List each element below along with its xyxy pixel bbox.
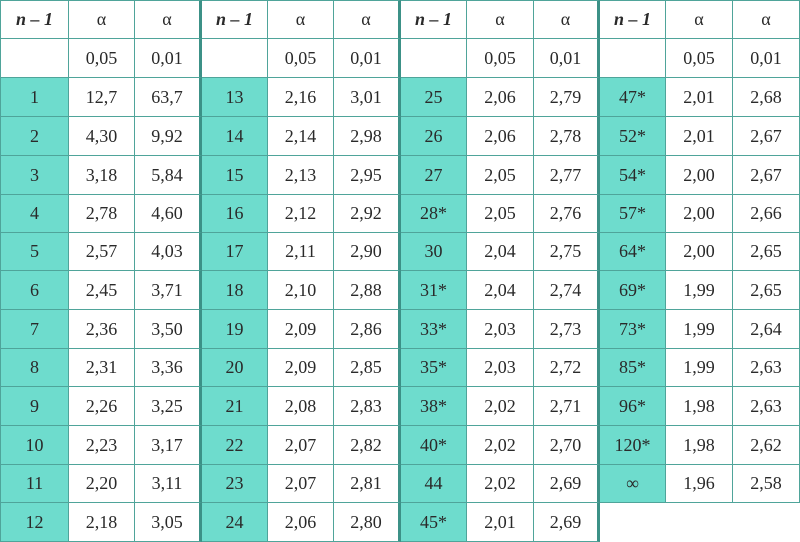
header-blank-cell bbox=[401, 39, 467, 78]
critical-value-005-cell: 2,23 bbox=[69, 426, 135, 465]
degrees-of-freedom-cell: 8 bbox=[0, 349, 69, 387]
critical-value-005-cell: 1,98 bbox=[666, 387, 733, 426]
critical-value-001-cell: 3,50 bbox=[135, 310, 202, 349]
critical-value-001-cell: 2,63 bbox=[733, 387, 800, 426]
critical-value-001-cell: 2,95 bbox=[334, 156, 401, 195]
critical-value-001-cell: 2,80 bbox=[334, 503, 401, 542]
critical-value-005-cell: 2,00 bbox=[666, 156, 733, 195]
alpha-value-005: 0,05 bbox=[69, 39, 135, 78]
critical-value-005-cell: 2,09 bbox=[268, 310, 334, 349]
degrees-of-freedom-cell: 14 bbox=[202, 117, 268, 156]
degrees-of-freedom-cell: 24 bbox=[202, 503, 268, 542]
critical-value-005-cell: 2,10 bbox=[268, 271, 334, 310]
degrees-of-freedom-cell: 38* bbox=[401, 387, 467, 426]
degrees-of-freedom-cell: 6 bbox=[0, 271, 69, 310]
degrees-of-freedom-cell: 54* bbox=[600, 156, 666, 195]
critical-value-005-cell: 1,99 bbox=[666, 271, 733, 310]
critical-value-001-cell: 2,67 bbox=[733, 117, 800, 156]
degrees-of-freedom-cell: 27 bbox=[401, 156, 467, 195]
degrees-of-freedom-cell: 19 bbox=[202, 310, 268, 349]
degrees-of-freedom-cell: 120* bbox=[600, 426, 666, 465]
critical-value-001-cell: 2,88 bbox=[334, 271, 401, 310]
critical-value-005-cell: 2,01 bbox=[666, 78, 733, 117]
degrees-of-freedom-cell: 35* bbox=[401, 349, 467, 387]
degrees-of-freedom-cell: 96* bbox=[600, 387, 666, 426]
critical-value-005-cell: 2,03 bbox=[467, 349, 534, 387]
critical-value-005-cell: 2,36 bbox=[69, 310, 135, 349]
degrees-of-freedom-cell: 47* bbox=[600, 78, 666, 117]
critical-value-001-cell: 5,84 bbox=[135, 156, 202, 195]
critical-value-005-cell: 2,57 bbox=[69, 233, 135, 271]
critical-value-005-cell: 2,08 bbox=[268, 387, 334, 426]
critical-value-001-cell: 2,83 bbox=[334, 387, 401, 426]
degrees-of-freedom-cell: 73* bbox=[600, 310, 666, 349]
critical-value-005-cell: 2,13 bbox=[268, 156, 334, 195]
degrees-of-freedom-cell: 18 bbox=[202, 271, 268, 310]
critical-value-001-cell: 2,86 bbox=[334, 310, 401, 349]
degrees-of-freedom-cell: 30 bbox=[401, 233, 467, 271]
header-alpha: α bbox=[334, 0, 401, 39]
critical-value-001-cell: 4,03 bbox=[135, 233, 202, 271]
critical-value-005-cell: 2,45 bbox=[69, 271, 135, 310]
critical-value-001-cell: 3,17 bbox=[135, 426, 202, 465]
critical-value-005-cell: 2,78 bbox=[69, 195, 135, 233]
critical-value-001-cell: 2,85 bbox=[334, 349, 401, 387]
critical-value-005-cell: 2,00 bbox=[666, 233, 733, 271]
critical-value-005-cell: 2,11 bbox=[268, 233, 334, 271]
degrees-of-freedom-cell: 69* bbox=[600, 271, 666, 310]
critical-value-001-cell: 2,62 bbox=[733, 426, 800, 465]
critical-value-001-cell: 3,11 bbox=[135, 465, 202, 503]
degrees-of-freedom-cell: 4 bbox=[0, 195, 69, 233]
degrees-of-freedom-cell: 44 bbox=[401, 465, 467, 503]
header-blank-cell bbox=[202, 39, 268, 78]
critical-value-005-cell: 2,16 bbox=[268, 78, 334, 117]
degrees-of-freedom-cell: 1 bbox=[0, 78, 69, 117]
critical-value-005-cell: 4,30 bbox=[69, 117, 135, 156]
critical-value-001-cell: 2,98 bbox=[334, 117, 401, 156]
header-alpha: α bbox=[467, 0, 534, 39]
critical-value-001-cell: 2,69 bbox=[534, 465, 600, 503]
critical-value-005-cell: 1,96 bbox=[666, 465, 733, 503]
degrees-of-freedom-cell: 20 bbox=[202, 349, 268, 387]
critical-value-005-cell: 2,03 bbox=[467, 310, 534, 349]
alpha-value-001: 0,01 bbox=[334, 39, 401, 78]
alpha-value-005: 0,05 bbox=[268, 39, 334, 78]
critical-value-001-cell: 3,05 bbox=[135, 503, 202, 542]
degrees-of-freedom-cell: 16 bbox=[202, 195, 268, 233]
header-alpha: α bbox=[534, 0, 600, 39]
critical-value-001-cell: 3,01 bbox=[334, 78, 401, 117]
degrees-of-freedom-cell: 22 bbox=[202, 426, 268, 465]
critical-value-001-cell: 2,79 bbox=[534, 78, 600, 117]
critical-value-005-cell: 2,20 bbox=[69, 465, 135, 503]
critical-value-005-cell: 2,18 bbox=[69, 503, 135, 542]
critical-value-005-cell: 2,06 bbox=[467, 117, 534, 156]
degrees-of-freedom-cell: 45* bbox=[401, 503, 467, 542]
critical-value-001-cell: 2,66 bbox=[733, 195, 800, 233]
critical-value-005-cell: 2,05 bbox=[467, 195, 534, 233]
critical-value-005-cell: 2,12 bbox=[268, 195, 334, 233]
critical-value-001-cell: 2,71 bbox=[534, 387, 600, 426]
critical-value-005-cell: 2,04 bbox=[467, 271, 534, 310]
degrees-of-freedom-cell: 7 bbox=[0, 310, 69, 349]
degrees-of-freedom-cell: 31* bbox=[401, 271, 467, 310]
critical-value-005-cell: 1,98 bbox=[666, 426, 733, 465]
header-alpha: α bbox=[135, 0, 202, 39]
critical-value-001-cell: 2,76 bbox=[534, 195, 600, 233]
degrees-of-freedom-cell: 15 bbox=[202, 156, 268, 195]
critical-value-001-cell: 3,71 bbox=[135, 271, 202, 310]
critical-value-005-cell: 3,18 bbox=[69, 156, 135, 195]
critical-value-001-cell: 2,69 bbox=[534, 503, 600, 542]
header-blank-cell bbox=[0, 39, 69, 78]
alpha-value-001: 0,01 bbox=[135, 39, 202, 78]
header-n-minus-1: n – 1 bbox=[0, 0, 69, 39]
critical-value-005-cell: 1,99 bbox=[666, 310, 733, 349]
critical-value-001-cell: 3,25 bbox=[135, 387, 202, 426]
critical-value-005-cell: 2,00 bbox=[666, 195, 733, 233]
degrees-of-freedom-cell: 26 bbox=[401, 117, 467, 156]
degrees-of-freedom-cell: 2 bbox=[0, 117, 69, 156]
critical-value-005-cell: 12,7 bbox=[69, 78, 135, 117]
critical-value-001-cell: 4,60 bbox=[135, 195, 202, 233]
degrees-of-freedom-cell: 9 bbox=[0, 387, 69, 426]
critical-value-001-cell: 3,36 bbox=[135, 349, 202, 387]
critical-value-001-cell: 2,81 bbox=[334, 465, 401, 503]
critical-value-005-cell: 2,06 bbox=[467, 78, 534, 117]
critical-value-005-cell: 2,26 bbox=[69, 387, 135, 426]
critical-value-005-cell: 2,02 bbox=[467, 465, 534, 503]
degrees-of-freedom-cell: 28* bbox=[401, 195, 467, 233]
degrees-of-freedom-cell: ∞ bbox=[600, 465, 666, 503]
critical-value-001-cell: 2,77 bbox=[534, 156, 600, 195]
critical-value-001-cell: 2,65 bbox=[733, 233, 800, 271]
critical-value-005-cell: 2,31 bbox=[69, 349, 135, 387]
degrees-of-freedom-cell: 3 bbox=[0, 156, 69, 195]
degrees-of-freedom-cell: 21 bbox=[202, 387, 268, 426]
header-alpha: α bbox=[733, 0, 800, 39]
degrees-of-freedom-cell: 33* bbox=[401, 310, 467, 349]
critical-value-005-cell: 2,01 bbox=[666, 117, 733, 156]
critical-value-005-cell: 2,02 bbox=[467, 387, 534, 426]
degrees-of-freedom-cell: 85* bbox=[600, 349, 666, 387]
degrees-of-freedom-cell: 5 bbox=[0, 233, 69, 271]
critical-value-005-cell: 1,99 bbox=[666, 349, 733, 387]
alpha-value-005: 0,05 bbox=[666, 39, 733, 78]
critical-value-001-cell: 2,74 bbox=[534, 271, 600, 310]
critical-value-005-cell: 2,06 bbox=[268, 503, 334, 542]
critical-value-005-cell: 2,07 bbox=[268, 426, 334, 465]
critical-value-005-cell: 2,05 bbox=[467, 156, 534, 195]
degrees-of-freedom-cell: 11 bbox=[0, 465, 69, 503]
degrees-of-freedom-cell: 25 bbox=[401, 78, 467, 117]
critical-value-001-cell: 9,92 bbox=[135, 117, 202, 156]
alpha-value-001: 0,01 bbox=[534, 39, 600, 78]
degrees-of-freedom-cell: 57* bbox=[600, 195, 666, 233]
critical-value-001-cell: 2,73 bbox=[534, 310, 600, 349]
critical-value-005-cell: 2,14 bbox=[268, 117, 334, 156]
critical-value-001-cell: 2,82 bbox=[334, 426, 401, 465]
critical-value-005-cell: 2,02 bbox=[467, 426, 534, 465]
degrees-of-freedom-cell: 23 bbox=[202, 465, 268, 503]
alpha-value-005: 0,05 bbox=[467, 39, 534, 78]
critical-value-001-cell: 2,70 bbox=[534, 426, 600, 465]
critical-value-001-cell: 2,58 bbox=[733, 465, 800, 503]
critical-value-005-cell: 2,07 bbox=[268, 465, 334, 503]
critical-value-001-cell: 2,90 bbox=[334, 233, 401, 271]
critical-value-001-cell: 2,72 bbox=[534, 349, 600, 387]
header-alpha: α bbox=[666, 0, 733, 39]
critical-value-001-cell: 2,67 bbox=[733, 156, 800, 195]
critical-value-005-cell: 2,01 bbox=[467, 503, 534, 542]
degrees-of-freedom-cell: 17 bbox=[202, 233, 268, 271]
header-n-minus-1: n – 1 bbox=[202, 0, 268, 39]
critical-value-001-cell: 2,68 bbox=[733, 78, 800, 117]
critical-value-001-cell: 2,63 bbox=[733, 349, 800, 387]
degrees-of-freedom-cell: 52* bbox=[600, 117, 666, 156]
header-blank-cell bbox=[600, 39, 666, 78]
critical-value-001-cell: 2,78 bbox=[534, 117, 600, 156]
header-alpha: α bbox=[69, 0, 135, 39]
critical-value-001-cell: 2,92 bbox=[334, 195, 401, 233]
alpha-value-001: 0,01 bbox=[733, 39, 800, 78]
critical-value-001-cell: 2,75 bbox=[534, 233, 600, 271]
header-alpha: α bbox=[268, 0, 334, 39]
critical-value-005-cell: 2,04 bbox=[467, 233, 534, 271]
header-n-minus-1: n – 1 bbox=[600, 0, 666, 39]
critical-value-001-cell: 2,65 bbox=[733, 271, 800, 310]
critical-value-005-cell: 2,09 bbox=[268, 349, 334, 387]
degrees-of-freedom-cell: 12 bbox=[0, 503, 69, 542]
degrees-of-freedom-cell: 10 bbox=[0, 426, 69, 465]
degrees-of-freedom-cell: 64* bbox=[600, 233, 666, 271]
header-n-minus-1: n – 1 bbox=[401, 0, 467, 39]
critical-value-001-cell: 2,64 bbox=[733, 310, 800, 349]
degrees-of-freedom-cell: 13 bbox=[202, 78, 268, 117]
critical-value-001-cell: 63,7 bbox=[135, 78, 202, 117]
degrees-of-freedom-cell: 40* bbox=[401, 426, 467, 465]
